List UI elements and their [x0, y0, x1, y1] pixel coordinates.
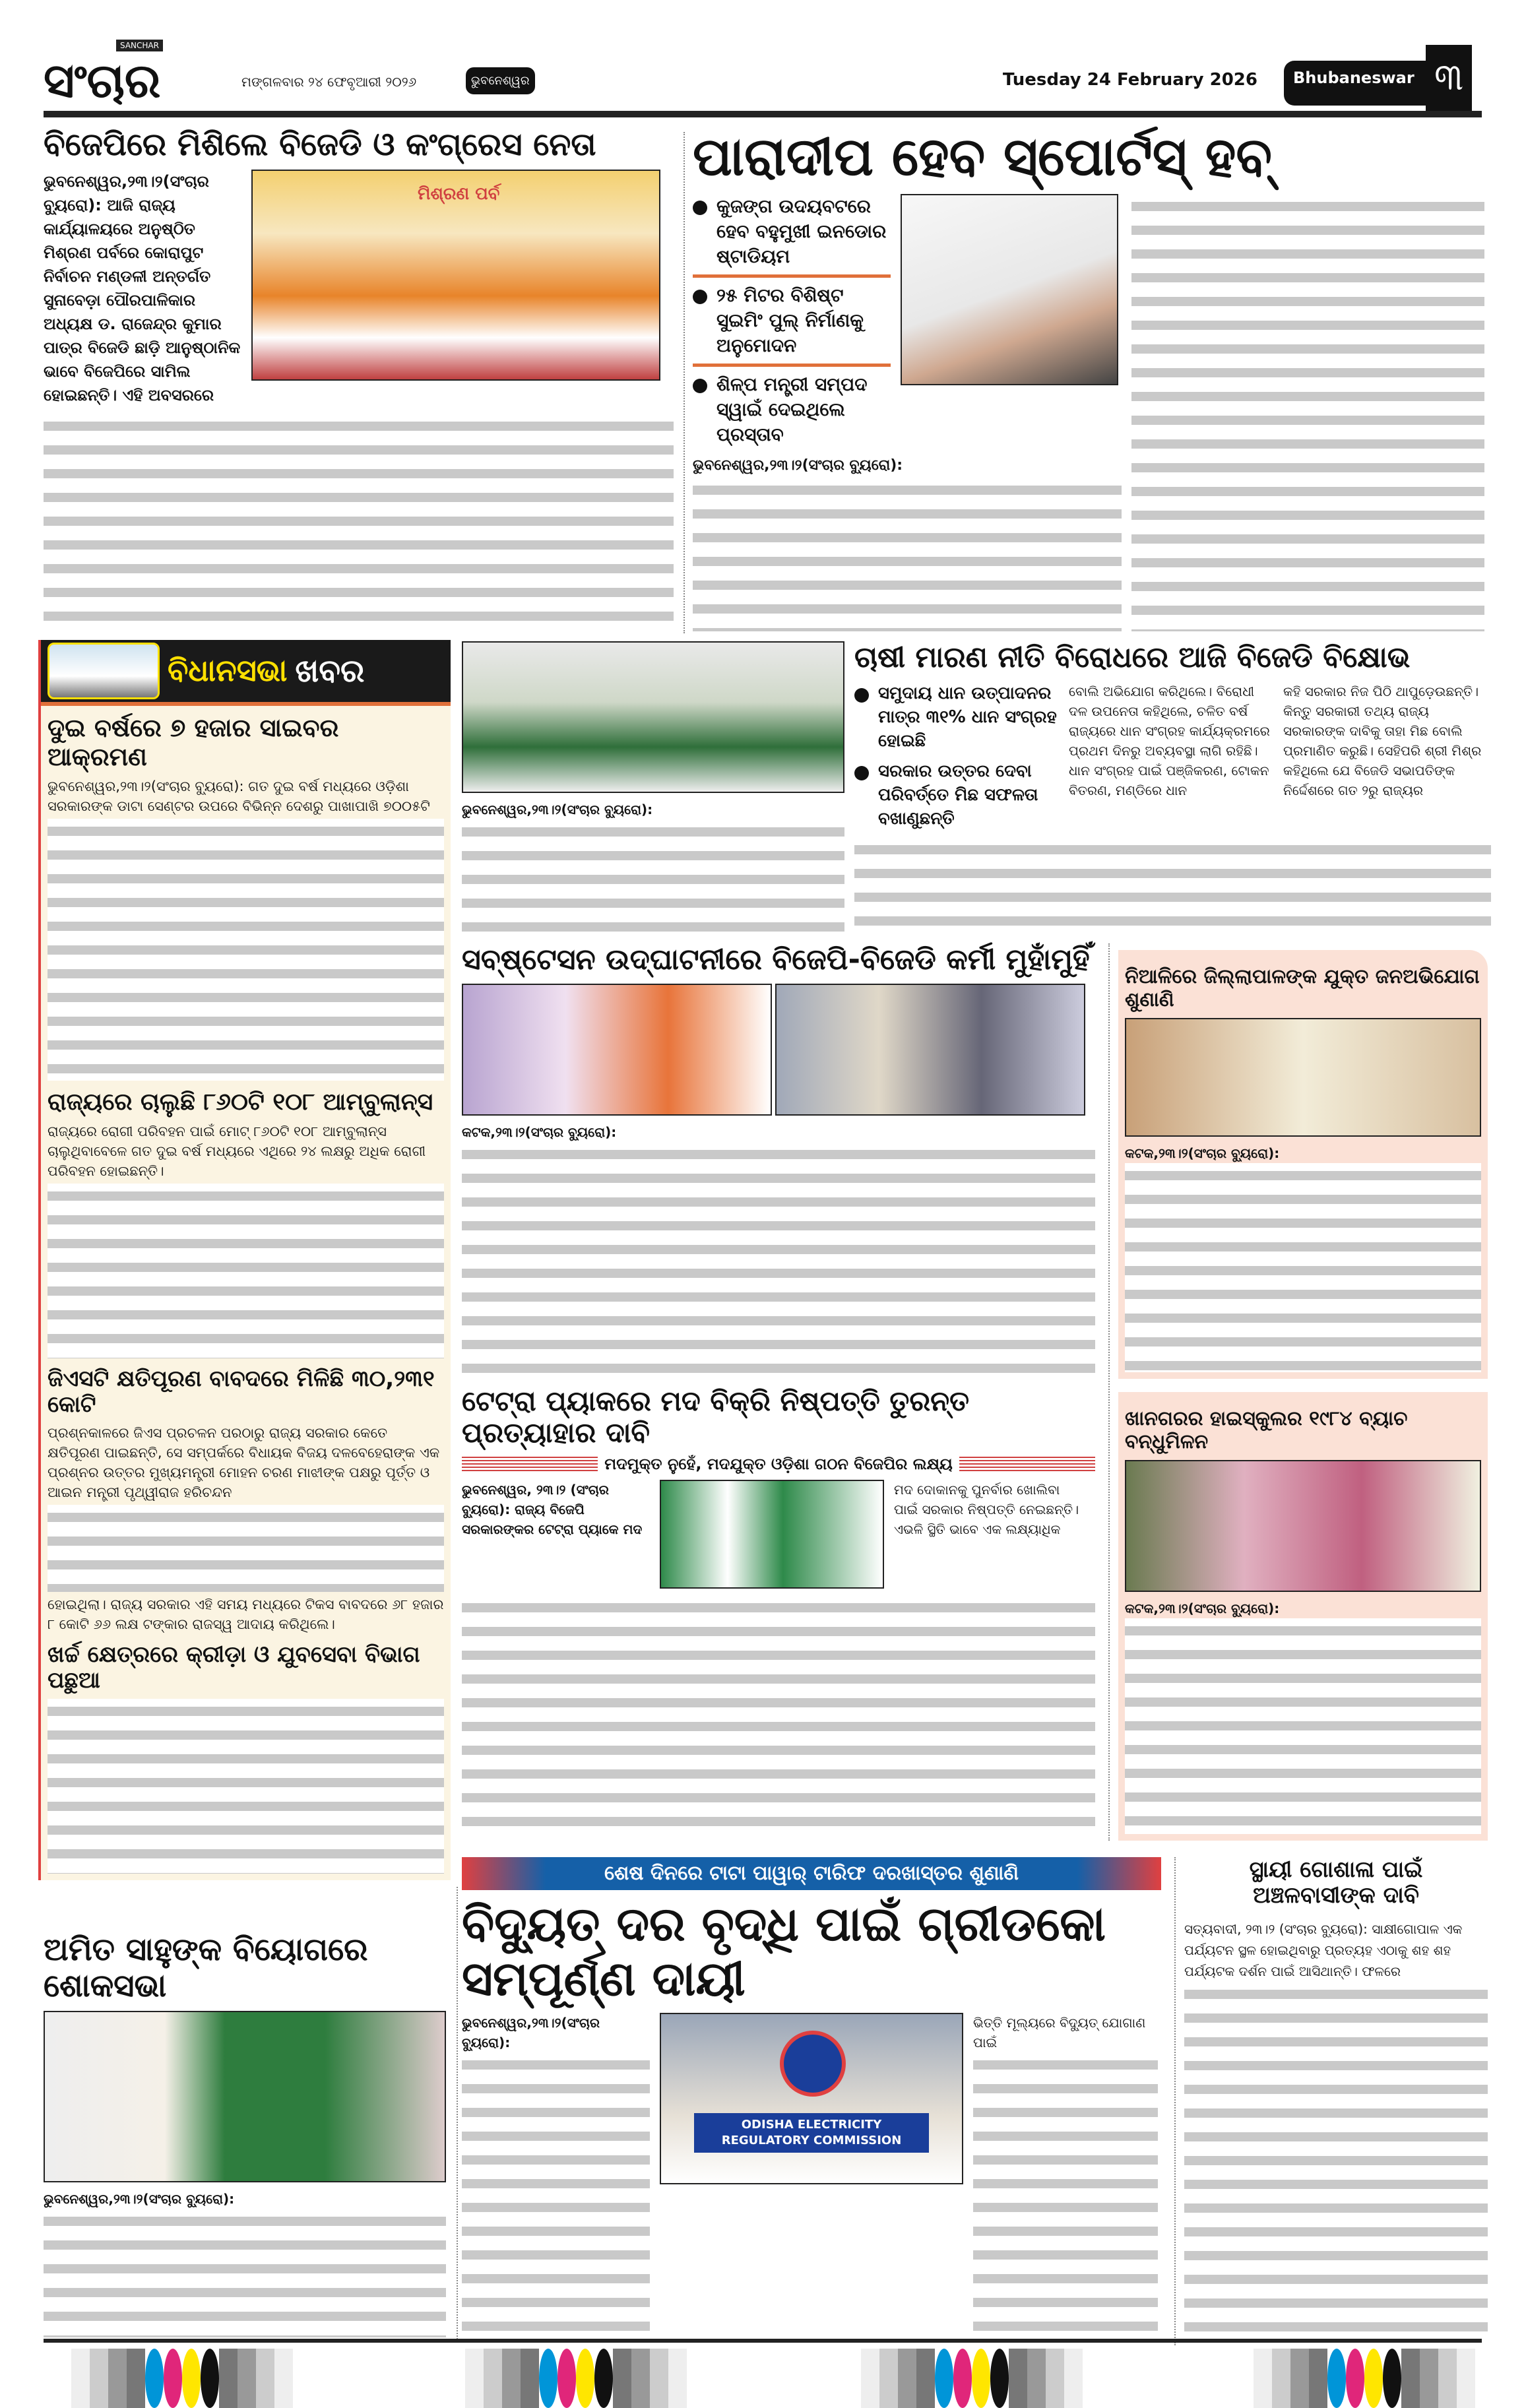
headline-line-2: ଅଞ୍ଚଳବାସୀଙ୍କ ଦାବି: [1253, 1882, 1419, 1909]
dateline: ଭୁବନେଶ୍ୱର,୨୩।୨(ସଂଚାର ବ୍ୟୁରୋ):: [462, 802, 653, 817]
photo-substation-2: [775, 984, 1085, 1116]
body-text-left: [693, 478, 1122, 631]
body-text-right: [973, 2052, 1158, 2332]
headline-line-1: ସ୍ଥାୟୀ ଗୋଶାଳା ପାଇଁ: [1249, 1856, 1423, 1883]
photo-press-meet: [462, 641, 844, 793]
dateline: କଟକ,୨୩।୨(ସଂଚାର ବ୍ୟୁରୋ):: [1125, 1600, 1280, 1616]
bottom-rule: [44, 2339, 1482, 2343]
highlight-item: କୁଜଙ୍ଗ ଉଦୟବଟରେ ହେବ ବହୁମୁଖୀ ଇନଡୋର ଷ୍ଟାଡିୟମ: [693, 194, 891, 269]
body-text-left: [462, 2052, 650, 2332]
article-amit-sahu: [44, 1932, 446, 2337]
highlights: [854, 681, 1059, 831]
dateline: କଟକ,୨୩।୨(ସଂଚାର ବ୍ୟୁରୋ):: [1125, 1145, 1280, 1161]
photo-alumni-meet: [1125, 1460, 1481, 1592]
article-farmer-protest: [462, 641, 1491, 932]
article-body: ଭୁବନେଶ୍ୱର,୨୩।୨(ସଂଚାର ବ୍ୟୁରୋ): ଗତ ଦୁଇ ବର୍ଷ ମଧ୍ୟରେ ଓଡ଼ିଶା ସରକାରଙ୍କ ଡାଟା ସେଣ୍ଟର ଉପରେ ବିଭିନ୍ନ ଦେଶରୁ ପାଖାପାଖି ୭୦୦୫ଟି: [48, 778, 430, 815]
subhead-text: ମଦମୁକ୍ତ ନୁହେଁ, ମଦଯୁକ୍ତ ଓଡ଼ିଶା ଗଠନ ବିଜେପିର ଲକ୍ଷ୍ୟ: [604, 1454, 953, 1473]
dateline: ଭୁବନେଶ୍ୱର,୨୩।୨(ସଂଚାର ବ୍ୟୁରୋ):: [462, 2014, 600, 2050]
headline: ବିଦ୍ୟୁତ୍ ଦର ବୃଦ୍ଧି ପାଇଁ ଗ୍ରୀଡକୋ ସମ୍ପୂର୍ଣ୍ଣ ଦାୟୀ: [462, 1896, 1106, 2006]
headline: ଖାନଗରର ହାଇସ୍କୁଲର ୧୯୮୪ ବ୍ୟାଚ ବନ୍ଧୁମିଳନ: [1125, 1407, 1408, 1453]
divider: [693, 274, 891, 278]
article-khanagar: [1118, 1392, 1488, 1841]
headline: ନିଆଳିରେ ଜିଲ୍ଲାପାଳଙ୍କ ଯୁକ୍ତ ଜନଅଭିଯୋଗ ଶୁଣାଣି: [1125, 965, 1480, 1011]
highlight-item: ୨୫ ମିଟର ବିଶିଷ୍ଟ ସୁଇମିଂ ପୁଲ୍ ନିର୍ମାଣକୁ ଅନୁମୋଦନ: [693, 283, 891, 358]
body-text: [1184, 1982, 1488, 2332]
article-bjp-join: [44, 127, 674, 631]
body-text: [48, 1184, 444, 1358]
column-divider: [1174, 1857, 1176, 2345]
body-text-columns: [44, 414, 674, 631]
article-tetra-pack: [462, 1385, 1095, 1841]
headline: ପାରାଦୀପ ହେବ ସ୍ପୋର୍ଟସ୍ ହବ୍: [693, 126, 1272, 187]
masthead-date-en: Tuesday 24 February 2026: [1002, 70, 1257, 90]
color-registration-bar: [71, 2349, 293, 2408]
photo-joining-ceremony: [251, 170, 660, 381]
body-text: [462, 1142, 1095, 1376]
photo-row: [462, 984, 1095, 1116]
highlights: [693, 194, 891, 447]
article-top-row: [462, 641, 1491, 932]
masthead: [44, 40, 1482, 119]
color-registration-bar: [861, 2349, 1083, 2408]
column-divider: [1108, 943, 1110, 1841]
body-text: [462, 819, 844, 932]
topic-banner-text: ଶେଷ ଦିନରେ ଟାଟା ପାୱାର୍ ଟାରିଫ ଦରଖାସ୍ତର ଶୁଣାଣି: [604, 1862, 1019, 1885]
article-body-col: ଭିତ୍ତି ମୂଲ୍ୟରେ ବିଦ୍ୟୁତ୍ ଯୋଗାଣ ପାଇଁ: [973, 2014, 1146, 2050]
right-col: [973, 2013, 1158, 2332]
photo-minister: [901, 194, 1118, 385]
photo-banner-text: ମିଶ୍ରଣ ପର୍ବ: [418, 184, 500, 205]
banner-title-a: ବିଧାନସଭା: [168, 652, 288, 688]
photo-substation-1: [462, 984, 772, 1116]
column-divider: [684, 132, 685, 633]
banner-title-b: ଖବର: [295, 652, 365, 689]
photo-caption-line: ODISHA ELECTRICITY: [741, 2117, 882, 2132]
article-body-col: ମଦ ଦୋକାନକୁ ପୁନର୍ବାର ଖୋଲିବା ପାଇଁ ସରକାର ନିଷ୍ପତ୍ତି ନେଇଛନ୍ତି। ଏଭଳି ସ୍ଥିତି ଭାବେ ଏକ ଲକ୍ଷ୍ୟାଧିକ: [894, 1481, 1079, 1537]
article-body-col: ବୋଲି ଅଭିଯୋଗ କରିଥିଲେ। ବିରୋଧୀ ଦଳ ଉପନେତା କହିଥିଲେ, ଚଳିତ ବର୍ଷ ରାଜ୍ୟରେ ଧାନ ସଂଗ୍ରହ କାର୍ଯ୍ୟକ୍ରମରେ ପ୍ରଥମ ଦିନରୁ ଅବ୍ୟବସ୍ଥା ଲାଗି ରହିଛି। ଧାନ ସଂଗ୍ରହ ପାଇଁ ପଞ୍ଜିକରଣ, ଟୋକନ ବିତରଣ, ମଣ୍ଡିରେ ଧାନ: [1069, 683, 1270, 798]
photo-oerc: [660, 2013, 963, 2184]
photo-bjd-leaders: [660, 1480, 884, 1589]
decor-lines: [462, 1455, 598, 1473]
body-text-right: [1131, 194, 1484, 631]
body-text: [44, 2209, 446, 2337]
assembly-building-photo: [48, 643, 160, 699]
subhead: [462, 1455, 1095, 1473]
photo-condolence-meet: [44, 2011, 446, 2182]
headline: ଅମିତ ସାହୁଙ୍କ ବିୟୋଗରେ ଶୋକସଭା: [44, 1931, 368, 2005]
headline: ଖର୍ଚ୍ଚ କ୍ଷେତ୍ରରେ କ୍ରୀଡ଼ା ଓ ଯୁବସେବା ବିଭାଗ ପଛୁଆ: [48, 1641, 420, 1694]
decor-lines: [959, 1455, 1095, 1473]
masthead-edition-en: Bhubaneswar: [1284, 61, 1426, 106]
article-tata-power: [462, 1857, 1161, 2332]
column-divider: [457, 1887, 458, 2342]
article-top-row: [44, 170, 674, 407]
dateline: କଟକ,୨୩।୨(ସଂଚାର ବ୍ୟୁରୋ):: [462, 1124, 617, 1140]
headline: ଜିଏସଟି କ୍ଷତିପୂରଣ ବାବଦରେ ମିଳିଛି ୩୦,୨୩୧ କୋଟି: [48, 1365, 435, 1418]
photo-grievance-hearing: [1125, 1018, 1481, 1137]
body-text: [462, 1595, 1095, 1841]
article-gosala: [1184, 1857, 1488, 2332]
left-col: [462, 2013, 650, 2332]
highlight-item: ଶିଳ୍ପ ମନ୍ତ୍ରୀ ସମ୍ପଦ ସ୍ୱାଇଁ ଦେଇଥିଲେ ପ୍ରସ୍ତାବ: [693, 372, 891, 447]
color-registration-bar: [465, 2349, 687, 2408]
oerc-logo: [780, 2031, 846, 2097]
article-columns: [462, 1480, 1095, 1589]
article-body-tail: ହୋଇଥିଲା। ରାଜ୍ୟ ସରକାର ଏହି ସମୟ ମଧ୍ୟରେ ଟିକସ ବାବଦରେ ୬୮ ହଜାର ୮ କୋଟି ୬୬ ଲକ୍ଷ ଟଙ୍କାର ରାଜସ୍ୱ ଆଦାୟ କରିଥିଲେ।: [48, 1597, 444, 1633]
dateline: ଭୁବନେଶ୍ୱର, ୨୩।୨ (ସଂଚାର ବ୍ୟୁରୋ): ରାଜ୍ୟ ବିଜେପି ସରକାରଙ୍କର ଟେଟ୍ରା ପ୍ୟାକେ ମଦ: [462, 1481, 643, 1537]
article-columns: [462, 2013, 1161, 2332]
photo-caption: [694, 2113, 929, 2153]
body-text: [48, 819, 444, 1081]
masthead-rule: [44, 111, 1482, 117]
headline: ବିଜେପିରେ ମିଶିଲେ ବିଜେଡି ଓ କଂଗ୍ରେସ ନେତା: [44, 126, 596, 163]
color-registration-bar: [1254, 2349, 1475, 2408]
body-text: [854, 837, 1491, 932]
divider: [693, 364, 891, 367]
dateline: ଭୁବନେଶ୍ୱର,୨୩।୨(ସଂଚାର ବ୍ୟୁରୋ):: [44, 2191, 235, 2207]
headline: ଟେଟ୍ରା ପ୍ୟାକରେ ମଦ ବିକ୍ରି ନିଷ୍ପତ୍ତି ତୁରନ୍ତ ପ୍ରତ୍ୟାହାର ଦାବି: [462, 1385, 970, 1449]
article-niali: [1118, 950, 1488, 1379]
article-substation: [462, 943, 1095, 1376]
left-block: [693, 194, 1122, 631]
article-columns: [854, 681, 1491, 831]
body-text: [48, 1699, 444, 1874]
article-body: ରାଜ୍ୟରେ ରୋଗୀ ପରିବହନ ପାଇଁ ମୋଟ୍ ୮୬୦ଟି ୧୦୮ ଆମ୍ବୁଲାନ୍ସ ଚାଲୁଥିବାବେଳେ ଗତ ଦୁଇ ବର୍ଷ ମଧ୍ୟରେ ଏଥିରେ ୨୪ ଲକ୍ଷରୁ ଅଧିକ ରୋଗୀ ପରିବହନ ହୋଇଛନ୍ତି।: [48, 1123, 426, 1179]
page-number: ୩: [1426, 45, 1472, 111]
right-block: [854, 641, 1491, 932]
article-body: ପ୍ରଶ୍ନକାଳରେ ଜିଏସ ପ୍ରଚଳନ ପରଠାରୁ ରାଜ୍ୟ ସରକାର କେତେ କ୍ଷତିପୂରଣ ପାଇଛନ୍ତି, ସେ ସମ୍ପର୍କରେ ବିଧାୟକ ବିଜୟ ଦଳବେହେରାଙ୍କ ଏକ ପ୍ରଶ୍ନର ଉତ୍ତର ମୁଖ୍ୟମନ୍ତ୍ରୀ ମୋହନ ଚରଣ ମାଝୀଙ୍କ ପକ୍ଷରୁ ପୂର୍ତ୍ତ ଓ ଆଇନ ମନ୍ତ୍ରୀ ପୃଥ୍ୱୀରାଜ ହରିଚନ୍ଦନ: [48, 1424, 440, 1500]
dateline: ଭୁବନେଶ୍ୱର,୨୩।୨(ସଂଚାର ବ୍ୟୁରୋ):: [693, 457, 903, 474]
topic-banner: [462, 1857, 1161, 1890]
headline: ଚାଷୀ ମାରଣ ନୀତି ବିରୋଧରେ ଆଜି ବିଜେଡି ବିକ୍ଷୋଭ: [854, 641, 1411, 674]
article-body: ଭୁବନେଶ୍ୱର,୨୩।୨(ସଂଚାର ବ୍ୟୁରୋ): ଆଜି ରାଜ୍ୟ କାର୍ଯ୍ୟାଳୟରେ ଅନୁଷ୍ଠିତ ମିଶ୍ରଣ ପର୍ବରେ କୋରାପୁଟ ନିର୍ବାଚନ ମଣ୍ଡଳୀ ଅନ୍ତର୍ଗତ ସୁନାବେଡ଼ା ପୌରପାଳିକାର ଅଧ୍ୟକ୍ଷ ଡ. ରାଜେନ୍ଦ୍ର କୁମାର ପାତ୍ର ବିଜେଡି ଛାଡ଼ି ଆନୁଷ୍ଠାନିକ ଭାବେ ବିଜେପିରେ ସାମିଲ ହୋଇଛନ୍ତି। ଏହି ଅବସରରେ: [44, 172, 241, 405]
article-sports-hub: [693, 127, 1484, 631]
body-text: [1125, 1618, 1481, 1834]
headline: ଦୁଇ ବର୍ଷରେ ୭ ହଜାର ସାଇବର ଆକ୍ରମଣ: [48, 713, 339, 771]
photo-caption-line: REGULATORY COMMISSION: [721, 2133, 902, 2147]
highlights-row: [693, 194, 1122, 447]
highlight-item: ସରକାର ଉତ୍ତର ଦେବା ପରିବର୍ତ୍ତେ ମିଛ ସଫଳତା ବଖାଣୁଛନ୍ତି: [854, 759, 1059, 831]
left-block: [462, 641, 844, 932]
headline: ରାଜ୍ୟରେ ଚାଲୁଛି ୮୬୦ଟି ୧୦୮ ଆମ୍ବୁଲାନ୍ସ: [48, 1089, 433, 1116]
body-text: [1125, 1163, 1481, 1372]
article-body-col: କହି ସରକାର ନିଜ ପିଠି ଥାପୁଡ଼େଉଛନ୍ତି। କିନ୍ତୁ ସରକାରୀ ତଥ୍ୟ ରାଜ୍ୟ ସରକାରଙ୍କ ଦାବିକୁ ତାହା ମିଛ ବୋଲି ପ୍ରମାଣିତ କରୁଛି। ସେହିପରି ଶ୍ରୀ ମିଶ୍ର କହିଥିଲେ ଯେ ବିଜେଡି ସଭାପତିଙ୍କ ନିର୍ଦ୍ଦେଶରେ ଗତ ୨ରୁ ରାଜ୍ୟର: [1283, 683, 1482, 798]
masthead-edition-odia: ଭୁବନେଶ୍ୱର: [466, 67, 535, 94]
masthead-date-odia: ମଙ୍ଗଳବାର ୨୪ ଫେବୃଆରୀ ୨୦୨୬: [241, 74, 417, 90]
article-body: ସତ୍ୟବାଦୀ, ୨୩।୨ (ସଂଚାର ବ୍ୟୁରୋ): ସାକ୍ଷୀଗୋପାଳ ଏକ ପର୍ଯ୍ୟଟନ ସ୍ଥଳ ହୋଇଥିବାରୁ ପ୍ରତ୍ୟହ ଏଠାକୁ ଶହ ଶହ ପର୍ଯ୍ୟଟକ ଦର୍ଶନ ପାଇଁ ଆସିଥାନ୍ତି। ଫଳରେ: [1184, 1921, 1463, 1980]
vidhansabha-section: [38, 640, 451, 1880]
article-body-row: [693, 194, 1484, 631]
logo: ସଂଚାର: [44, 53, 161, 108]
headline: ସବ୍‌ଷ୍ଟେସନ ଉଦ୍‌ଘାଟନୀରେ ବିଜେପି-ବିଜେଡି କର୍ମୀ ମୁହାଁମୁହିଁ: [462, 943, 1090, 976]
highlight-item: ସମୁଦାୟ ଧାନ ଉତ୍ପାଦନର ମାତ୍ର ୩୧% ଧାନ ସଂଗ୍ରହ ହୋଇଛି: [854, 681, 1059, 753]
logo-sub: SANCHAR: [116, 40, 163, 51]
body-text: [48, 1505, 444, 1592]
vidhansabha-banner: [41, 640, 451, 706]
